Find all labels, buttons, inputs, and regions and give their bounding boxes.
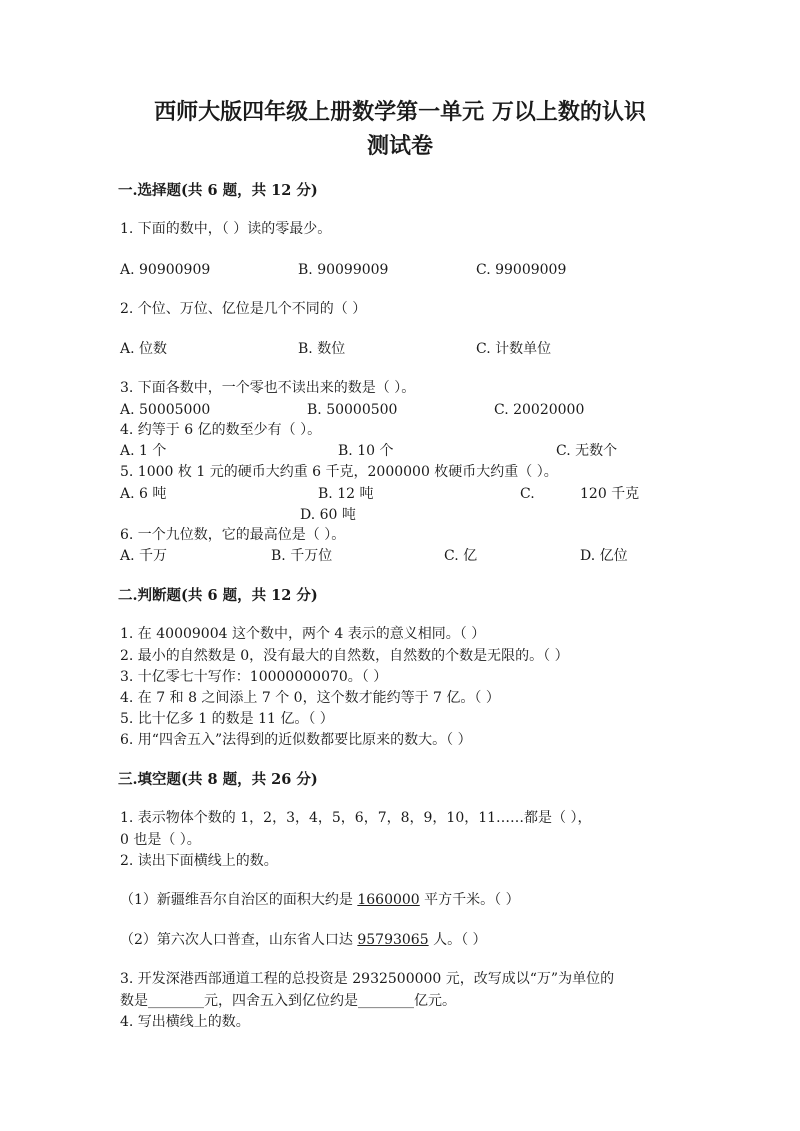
choice-q6-option-a: A. 千万 — [120, 548, 168, 564]
choice-q2-option-b: B. 数位 — [298, 341, 346, 357]
choice-q5-option-b: B. 12 吨 — [318, 486, 374, 502]
judge-item-5: 5. 比十亿多 1 的数是 11 亿。（ ） — [120, 711, 334, 727]
choice-q5-option-c-value: 120 千克 — [580, 486, 640, 502]
section-heading-fill: 三.填空题(共 8 题，共 26 分) — [118, 771, 318, 788]
fill-q2-sub2-answer: 人。（ ） — [428, 932, 487, 948]
choice-q6-option-b: B. 千万位 — [271, 548, 333, 564]
section-heading-judge: 二.判断题(共 6 题，共 12 分) — [118, 587, 318, 604]
choice-q3-stem: 3. 下面各数中，一个零也不读出来的数是（ ）。 — [120, 380, 416, 396]
fill-q4-stem: 4. 写出横线上的数。 — [120, 1014, 250, 1030]
page-title-line2: 测试卷 — [366, 133, 433, 159]
fill-q2-stem: 2. 读出下面横线上的数。 — [120, 853, 278, 869]
choice-q6-option-c: C. 亿 — [444, 548, 478, 564]
fill-q1-line2: 0 也是（ ）。 — [120, 832, 201, 848]
choice-q5-option-a: A. 6 吨 — [120, 486, 167, 502]
choice-q3-option-a: A. 50005000 — [120, 402, 211, 418]
page-title-line1: 西师大版四年级上册数学第一单元 万以上数的认识 — [154, 99, 646, 125]
choice-q3-option-b: B. 50000500 — [307, 402, 398, 418]
fill-q1-line1: 1. 表示物体个数的 1，2，3，4，5，6，7，8，9，10，11……都是（ ）， — [120, 810, 592, 826]
judge-item-4: 4. 在 7 和 8 之间添上 7 个 0，这个数才能约等于 7 亿。（ ） — [120, 690, 500, 706]
choice-q1-option-a: A. 90900909 — [120, 262, 211, 278]
fill-q3-line1: 3. 开发深港西部通道工程的总投资是 2932500000 元，改写成以“万”为单位的 — [120, 971, 615, 987]
choice-q4-option-b: B. 10 个 — [338, 443, 394, 459]
fill-q2-sub2-underlined-number: 95793065 — [357, 932, 429, 948]
choice-q2-option-a: A. 位数 — [120, 341, 168, 357]
choice-q1-stem: 1. 下面的数中，（ ）读的零最少。 — [120, 221, 332, 237]
judge-item-6: 6. 用“四舍五入”法得到的近似数都要比原来的数大。（ ） — [120, 732, 472, 748]
choice-q1-option-b: B. 90099009 — [298, 262, 389, 278]
fill-q2-sub1-text: （1）新疆维吾尔自治区的面积大约是 — [120, 892, 358, 908]
choice-q1-option-c: C. 99009009 — [476, 262, 567, 278]
choice-q5-stem: 5. 1000 枚 1 元的硬币大约重 6 千克，2000000 枚硬币大约重（ ）。 — [120, 464, 558, 480]
judge-item-3: 3. 十亿零七十写作：10000000070。（ ） — [120, 669, 388, 685]
choice-q4-option-a: A. 1 个 — [120, 443, 167, 459]
choice-q5-option-c: C. — [520, 486, 535, 502]
choice-q2-option-c: C. 计数单位 — [476, 341, 552, 357]
choice-q4-option-c: C. 无数个 — [556, 443, 618, 459]
choice-q6-stem: 6. 一个九位数，它的最高位是（ ）。 — [120, 527, 346, 543]
fill-q2-sub1 — [120, 891, 520, 909]
judge-item-2: 2. 最小的自然数是 0，没有最大的自然数，自然数的个数是无限的。（ ） — [120, 648, 569, 664]
fill-q2-sub2 — [120, 931, 487, 949]
choice-q2-stem: 2. 个位、万位、亿位是几个不同的（ ） — [120, 301, 367, 317]
fill-q3-line2: 数是________元，四舍五入到亿位约是________亿元。 — [120, 993, 456, 1009]
choice-q4-stem: 4. 约等于 6 亿的数至少有（ ）。 — [120, 422, 322, 438]
section-heading-choice: 一.选择题(共 6 题，共 12 分) — [118, 182, 318, 199]
fill-q2-sub2-text: （2）第六次人口普查，山东省人口达 — [120, 932, 358, 948]
choice-q5-option-d: D. 60 吨 — [300, 507, 356, 523]
choice-q6-option-d: D. 亿位 — [580, 548, 628, 564]
choice-q3-option-c: C. 20020000 — [494, 402, 585, 418]
fill-q2-sub1-answer: 平方千米。（ ） — [419, 892, 520, 908]
judge-item-1: 1. 在 40009004 这个数中，两个 4 表示的意义相同。（ ） — [120, 626, 486, 642]
fill-q2-sub1-underlined-number: 1660000 — [357, 892, 420, 908]
